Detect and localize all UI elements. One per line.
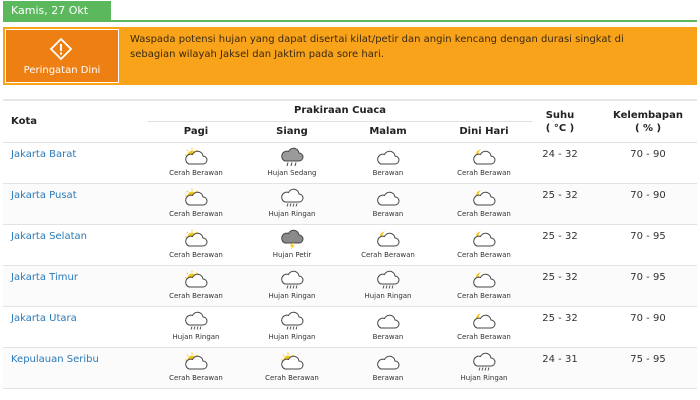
forecast-cell xyxy=(244,147,340,177)
header-kelembapan-title: Kelembapan xyxy=(613,110,683,121)
forecast-condition: Berawan xyxy=(372,169,404,177)
humidity-value: 70 - 90 xyxy=(630,190,666,201)
table-row xyxy=(3,225,697,266)
table-body xyxy=(3,143,697,389)
forecast-cell xyxy=(340,270,436,300)
warning-text: Waspada potensi hujan yang dapat disertai kilat/petir dan angin kencang dengan durasi singkat di sebagian wilayah Jaksel dan Jaktim pada sore hari. xyxy=(130,34,624,60)
forecast-condition: Hujan Sedang xyxy=(267,169,317,177)
table-row xyxy=(3,184,697,225)
forecast-condition: Cerah Berawan xyxy=(457,169,511,177)
forecast-condition: Hujan Ringan xyxy=(172,333,220,341)
forecast-cell xyxy=(148,270,244,300)
temperature-value: 25 - 32 xyxy=(542,313,578,324)
humidity-value: 70 - 95 xyxy=(630,272,666,283)
rain-light-icon xyxy=(277,270,307,290)
forecast-condition: Berawan xyxy=(372,374,404,382)
thunderstorm-icon xyxy=(277,229,307,249)
header-malam: Malam xyxy=(369,126,407,137)
humidity-value: 70 - 90 xyxy=(630,149,666,160)
forecast-table xyxy=(3,99,697,389)
cloudy-icon xyxy=(373,352,403,372)
forecast-cell xyxy=(436,188,532,218)
forecast-condition: Hujan Petir xyxy=(272,251,312,259)
warning-label: Peringatan Dini xyxy=(23,65,101,76)
forecast-condition: Cerah Berawan xyxy=(169,292,223,300)
header-suhu xyxy=(531,109,589,135)
humidity-value: 75 - 95 xyxy=(630,354,666,365)
forecast-cell xyxy=(340,352,436,382)
partly-cloudy-night-icon xyxy=(469,311,499,331)
warning-icon xyxy=(49,37,73,61)
forecast-condition: Cerah Berawan xyxy=(169,251,223,259)
forecast-cell xyxy=(436,229,532,259)
partly-cloudy-night-icon xyxy=(469,188,499,208)
temperature-value: 24 - 32 xyxy=(542,149,578,160)
city-link[interactable]: Jakarta Barat xyxy=(11,149,77,160)
humidity-value: 70 - 95 xyxy=(630,231,666,242)
city-link[interactable]: Kepulauan Seribu xyxy=(11,354,99,365)
rain-light-icon xyxy=(469,352,499,372)
partly-cloudy-night-icon xyxy=(469,147,499,167)
table-row xyxy=(3,307,697,348)
forecast-cell xyxy=(148,352,244,382)
temperature-value: 24 - 31 xyxy=(542,354,578,365)
table-row xyxy=(3,143,697,184)
forecast-condition: Cerah Berawan xyxy=(169,210,223,218)
forecast-cell xyxy=(340,229,436,259)
tab-underline xyxy=(3,20,697,22)
partly-cloudy-day-icon xyxy=(181,188,211,208)
cloudy-icon xyxy=(373,147,403,167)
partly-cloudy-day-icon xyxy=(181,229,211,249)
forecast-condition: Hujan Ringan xyxy=(268,333,316,341)
header-pagi: Pagi xyxy=(183,126,209,137)
forecast-cell xyxy=(244,188,340,218)
temperature-value: 25 - 32 xyxy=(542,231,578,242)
forecast-cell xyxy=(436,270,532,300)
forecast-condition: Hujan Ringan xyxy=(364,292,412,300)
temperature-value: 25 - 32 xyxy=(542,190,578,201)
warning-label-box xyxy=(5,29,119,83)
rain-light-icon xyxy=(277,188,307,208)
forecast-cell xyxy=(340,147,436,177)
partly-cloudy-day-icon xyxy=(277,352,307,372)
header-prakiraan-cuaca: Prakiraan Cuaca xyxy=(294,105,386,116)
forecast-condition: Hujan Ringan xyxy=(268,210,316,218)
forecast-condition: Hujan Ringan xyxy=(460,374,508,382)
forecast-cell xyxy=(244,311,340,341)
forecast-cell xyxy=(340,188,436,218)
forecast-condition: Cerah Berawan xyxy=(265,374,319,382)
header-kelembapan xyxy=(593,109,700,135)
table-header xyxy=(3,99,697,143)
header-kota: Kota xyxy=(11,116,37,127)
partly-cloudy-night-icon xyxy=(373,229,403,249)
forecast-cell xyxy=(148,311,244,341)
cloudy-icon xyxy=(373,311,403,331)
forecast-condition: Berawan xyxy=(372,210,404,218)
partly-cloudy-night-icon xyxy=(469,229,499,249)
forecast-condition: Cerah Berawan xyxy=(361,251,415,259)
rain-light-icon xyxy=(277,311,307,331)
partly-cloudy-day-icon xyxy=(181,352,211,372)
forecast-condition: Cerah Berawan xyxy=(457,210,511,218)
partly-cloudy-day-icon xyxy=(181,147,211,167)
date-tab[interactable]: Kamis, 27 Okt xyxy=(3,1,111,21)
rain-light-icon xyxy=(373,270,403,290)
table-row xyxy=(3,266,697,307)
city-link[interactable]: Jakarta Utara xyxy=(11,313,77,324)
forecast-cell xyxy=(148,188,244,218)
city-link[interactable]: Jakarta Selatan xyxy=(11,231,87,242)
forecast-condition: Cerah Berawan xyxy=(169,169,223,177)
forecast-condition: Hujan Ringan xyxy=(268,292,316,300)
header-siang: Siang xyxy=(276,126,308,137)
city-link[interactable]: Jakarta Pusat xyxy=(11,190,77,201)
early-warning-banner xyxy=(3,27,697,85)
cloudy-icon xyxy=(373,188,403,208)
header-divider xyxy=(148,121,532,122)
table-row xyxy=(3,348,697,389)
forecast-cell xyxy=(244,229,340,259)
partly-cloudy-day-icon xyxy=(181,270,211,290)
header-suhu-unit: ( °C ) xyxy=(545,123,575,134)
forecast-cell xyxy=(436,352,532,382)
forecast-cell xyxy=(340,311,436,341)
header-dini-hari: Dini Hari xyxy=(459,126,509,137)
forecast-condition: Cerah Berawan xyxy=(457,251,511,259)
forecast-cell xyxy=(244,270,340,300)
forecast-cell xyxy=(148,147,244,177)
city-link[interactable]: Jakarta Timur xyxy=(11,272,78,283)
partly-cloudy-night-icon xyxy=(469,270,499,290)
rain-light-icon xyxy=(181,311,211,331)
temperature-value: 25 - 32 xyxy=(542,272,578,283)
header-suhu-title: Suhu xyxy=(545,110,575,121)
header-kelembapan-unit: ( % ) xyxy=(634,123,662,134)
forecast-condition: Cerah Berawan xyxy=(169,374,223,382)
forecast-condition: Cerah Berawan xyxy=(457,292,511,300)
rain-moderate-icon xyxy=(277,147,307,167)
forecast-cell xyxy=(436,147,532,177)
forecast-cell xyxy=(244,352,340,382)
forecast-cell xyxy=(148,229,244,259)
forecast-condition: Cerah Berawan xyxy=(457,333,511,341)
humidity-value: 70 - 90 xyxy=(630,313,666,324)
forecast-condition: Berawan xyxy=(372,333,404,341)
forecast-cell xyxy=(436,311,532,341)
